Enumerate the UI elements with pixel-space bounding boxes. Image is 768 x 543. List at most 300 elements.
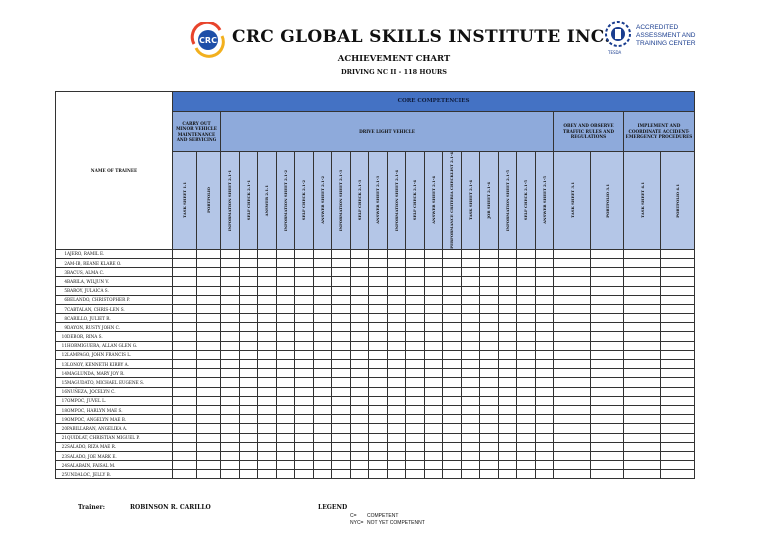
- score-cell[interactable]: [624, 405, 661, 414]
- score-cell[interactable]: [624, 332, 661, 341]
- score-cell[interactable]: [461, 277, 480, 286]
- score-cell[interactable]: [221, 258, 240, 267]
- score-cell[interactable]: [498, 378, 517, 387]
- score-cell[interactable]: [461, 378, 480, 387]
- score-cell[interactable]: [424, 442, 443, 451]
- score-cell[interactable]: [591, 415, 624, 424]
- score-cell[interactable]: [661, 415, 695, 424]
- score-cell[interactable]: [332, 470, 351, 479]
- score-cell[interactable]: [173, 268, 197, 277]
- score-cell[interactable]: [498, 323, 517, 332]
- score-cell[interactable]: [313, 277, 332, 286]
- score-cell[interactable]: [535, 387, 554, 396]
- score-cell[interactable]: [554, 341, 591, 350]
- score-cell[interactable]: [661, 295, 695, 304]
- score-cell[interactable]: [424, 378, 443, 387]
- score-cell[interactable]: [661, 268, 695, 277]
- score-cell[interactable]: [258, 350, 277, 359]
- score-cell[interactable]: [239, 405, 258, 414]
- score-cell[interactable]: [197, 332, 221, 341]
- score-cell[interactable]: [554, 304, 591, 313]
- score-cell[interactable]: [424, 433, 443, 442]
- score-cell[interactable]: [332, 424, 351, 433]
- score-cell[interactable]: [461, 369, 480, 378]
- score-cell[interactable]: [517, 268, 536, 277]
- score-cell[interactable]: [517, 424, 536, 433]
- score-cell[interactable]: [276, 369, 295, 378]
- score-cell[interactable]: [295, 451, 314, 460]
- score-cell[interactable]: [350, 332, 369, 341]
- score-cell[interactable]: [258, 378, 277, 387]
- score-cell[interactable]: [387, 304, 406, 313]
- score-cell[interactable]: [517, 405, 536, 414]
- score-cell[interactable]: [350, 268, 369, 277]
- score-cell[interactable]: [661, 304, 695, 313]
- score-cell[interactable]: [424, 314, 443, 323]
- score-cell[interactable]: [276, 451, 295, 460]
- score-cell[interactable]: [350, 341, 369, 350]
- score-cell[interactable]: [197, 258, 221, 267]
- score-cell[interactable]: [661, 350, 695, 359]
- score-cell[interactable]: [443, 433, 462, 442]
- score-cell[interactable]: [591, 387, 624, 396]
- score-cell[interactable]: [350, 360, 369, 369]
- score-cell[interactable]: [461, 268, 480, 277]
- score-cell[interactable]: [258, 369, 277, 378]
- score-cell[interactable]: [239, 332, 258, 341]
- score-cell[interactable]: [239, 341, 258, 350]
- score-cell[interactable]: [239, 277, 258, 286]
- score-cell[interactable]: [461, 286, 480, 295]
- score-cell[interactable]: [221, 424, 240, 433]
- score-cell[interactable]: [258, 451, 277, 460]
- score-cell[interactable]: [295, 350, 314, 359]
- score-cell[interactable]: [221, 461, 240, 470]
- score-cell[interactable]: [173, 387, 197, 396]
- score-cell[interactable]: [313, 451, 332, 460]
- score-cell[interactable]: [517, 286, 536, 295]
- score-cell[interactable]: [239, 350, 258, 359]
- score-cell[interactable]: [498, 396, 517, 405]
- score-cell[interactable]: [276, 461, 295, 470]
- score-cell[interactable]: [535, 369, 554, 378]
- score-cell[interactable]: [461, 360, 480, 369]
- score-cell[interactable]: [173, 424, 197, 433]
- score-cell[interactable]: [313, 286, 332, 295]
- score-cell[interactable]: [239, 268, 258, 277]
- score-cell[interactable]: [387, 387, 406, 396]
- score-cell[interactable]: [406, 286, 425, 295]
- score-cell[interactable]: [554, 405, 591, 414]
- score-cell[interactable]: [661, 396, 695, 405]
- score-cell[interactable]: [554, 461, 591, 470]
- score-cell[interactable]: [461, 387, 480, 396]
- score-cell[interactable]: [554, 396, 591, 405]
- score-cell[interactable]: [295, 332, 314, 341]
- trainee-name-cell[interactable]: [56, 332, 173, 341]
- score-cell[interactable]: [258, 268, 277, 277]
- score-cell[interactable]: [498, 424, 517, 433]
- score-cell[interactable]: [221, 304, 240, 313]
- score-cell[interactable]: [554, 415, 591, 424]
- score-cell[interactable]: [350, 323, 369, 332]
- score-cell[interactable]: [554, 424, 591, 433]
- score-cell[interactable]: [480, 323, 499, 332]
- score-cell[interactable]: [350, 350, 369, 359]
- score-cell[interactable]: [173, 314, 197, 323]
- score-cell[interactable]: [387, 332, 406, 341]
- score-cell[interactable]: [461, 249, 480, 258]
- score-cell[interactable]: [387, 378, 406, 387]
- score-cell[interactable]: [369, 378, 388, 387]
- score-cell[interactable]: [517, 451, 536, 460]
- score-cell[interactable]: [406, 341, 425, 350]
- score-cell[interactable]: [406, 295, 425, 304]
- trainee-name-cell[interactable]: [56, 433, 173, 442]
- score-cell[interactable]: [591, 405, 624, 414]
- score-cell[interactable]: [258, 249, 277, 258]
- score-cell[interactable]: [295, 369, 314, 378]
- score-cell[interactable]: [221, 451, 240, 460]
- score-cell[interactable]: [554, 350, 591, 359]
- score-cell[interactable]: [517, 295, 536, 304]
- score-cell[interactable]: [517, 470, 536, 479]
- score-cell[interactable]: [369, 387, 388, 396]
- score-cell[interactable]: [197, 387, 221, 396]
- score-cell[interactable]: [369, 451, 388, 460]
- score-cell[interactable]: [295, 415, 314, 424]
- score-cell[interactable]: [443, 304, 462, 313]
- score-cell[interactable]: [624, 433, 661, 442]
- score-cell[interactable]: [624, 249, 661, 258]
- trainee-name-cell[interactable]: [56, 314, 173, 323]
- score-cell[interactable]: [591, 442, 624, 451]
- score-cell[interactable]: [387, 415, 406, 424]
- score-cell[interactable]: [197, 405, 221, 414]
- score-cell[interactable]: [424, 304, 443, 313]
- score-cell[interactable]: [197, 470, 221, 479]
- score-cell[interactable]: [332, 387, 351, 396]
- score-cell[interactable]: [276, 268, 295, 277]
- score-cell[interactable]: [443, 341, 462, 350]
- score-cell[interactable]: [221, 249, 240, 258]
- score-cell[interactable]: [406, 405, 425, 414]
- score-cell[interactable]: [313, 396, 332, 405]
- score-cell[interactable]: [624, 323, 661, 332]
- score-cell[interactable]: [295, 378, 314, 387]
- score-cell[interactable]: [332, 350, 351, 359]
- trainee-name-cell[interactable]: [56, 295, 173, 304]
- score-cell[interactable]: [461, 405, 480, 414]
- score-cell[interactable]: [313, 442, 332, 451]
- trainee-name-cell[interactable]: [56, 442, 173, 451]
- score-cell[interactable]: [221, 387, 240, 396]
- score-cell[interactable]: [591, 286, 624, 295]
- score-cell[interactable]: [239, 387, 258, 396]
- score-cell[interactable]: [443, 268, 462, 277]
- score-cell[interactable]: [258, 304, 277, 313]
- score-cell[interactable]: [173, 332, 197, 341]
- score-cell[interactable]: [498, 295, 517, 304]
- score-cell[interactable]: [535, 405, 554, 414]
- score-cell[interactable]: [443, 387, 462, 396]
- score-cell[interactable]: [387, 461, 406, 470]
- score-cell[interactable]: [197, 350, 221, 359]
- score-cell[interactable]: [350, 314, 369, 323]
- score-cell[interactable]: [535, 433, 554, 442]
- score-cell[interactable]: [406, 277, 425, 286]
- score-cell[interactable]: [295, 277, 314, 286]
- score-cell[interactable]: [517, 387, 536, 396]
- score-cell[interactable]: [387, 277, 406, 286]
- score-cell[interactable]: [258, 415, 277, 424]
- trainee-name-cell[interactable]: [56, 350, 173, 359]
- score-cell[interactable]: [661, 433, 695, 442]
- score-cell[interactable]: [624, 314, 661, 323]
- score-cell[interactable]: [624, 424, 661, 433]
- score-cell[interactable]: [624, 350, 661, 359]
- score-cell[interactable]: [443, 295, 462, 304]
- score-cell[interactable]: [591, 268, 624, 277]
- score-cell[interactable]: [498, 314, 517, 323]
- score-cell[interactable]: [591, 295, 624, 304]
- score-cell[interactable]: [406, 360, 425, 369]
- score-cell[interactable]: [661, 323, 695, 332]
- score-cell[interactable]: [350, 295, 369, 304]
- score-cell[interactable]: [221, 277, 240, 286]
- score-cell[interactable]: [239, 304, 258, 313]
- score-cell[interactable]: [221, 405, 240, 414]
- score-cell[interactable]: [498, 387, 517, 396]
- score-cell[interactable]: [197, 424, 221, 433]
- score-cell[interactable]: [276, 258, 295, 267]
- score-cell[interactable]: [369, 249, 388, 258]
- score-cell[interactable]: [480, 360, 499, 369]
- score-cell[interactable]: [591, 323, 624, 332]
- score-cell[interactable]: [173, 249, 197, 258]
- score-cell[interactable]: [350, 451, 369, 460]
- score-cell[interactable]: [424, 396, 443, 405]
- score-cell[interactable]: [295, 442, 314, 451]
- score-cell[interactable]: [197, 360, 221, 369]
- score-cell[interactable]: [554, 378, 591, 387]
- score-cell[interactable]: [591, 424, 624, 433]
- score-cell[interactable]: [295, 360, 314, 369]
- score-cell[interactable]: [554, 249, 591, 258]
- score-cell[interactable]: [276, 396, 295, 405]
- score-cell[interactable]: [498, 405, 517, 414]
- score-cell[interactable]: [498, 304, 517, 313]
- score-cell[interactable]: [554, 268, 591, 277]
- score-cell[interactable]: [295, 405, 314, 414]
- score-cell[interactable]: [239, 451, 258, 460]
- score-cell[interactable]: [387, 314, 406, 323]
- trainee-name-cell[interactable]: [56, 369, 173, 378]
- score-cell[interactable]: [406, 268, 425, 277]
- trainee-name-cell[interactable]: [56, 268, 173, 277]
- score-cell[interactable]: [197, 249, 221, 258]
- score-cell[interactable]: [480, 258, 499, 267]
- score-cell[interactable]: [258, 470, 277, 479]
- score-cell[interactable]: [276, 277, 295, 286]
- score-cell[interactable]: [221, 350, 240, 359]
- score-cell[interactable]: [406, 369, 425, 378]
- score-cell[interactable]: [258, 442, 277, 451]
- score-cell[interactable]: [332, 341, 351, 350]
- score-cell[interactable]: [295, 424, 314, 433]
- score-cell[interactable]: [197, 304, 221, 313]
- score-cell[interactable]: [661, 360, 695, 369]
- score-cell[interactable]: [313, 332, 332, 341]
- score-cell[interactable]: [369, 461, 388, 470]
- score-cell[interactable]: [591, 470, 624, 479]
- score-cell[interactable]: [443, 286, 462, 295]
- score-cell[interactable]: [406, 314, 425, 323]
- trainee-name-cell[interactable]: [56, 249, 173, 258]
- score-cell[interactable]: [221, 360, 240, 369]
- score-cell[interactable]: [661, 286, 695, 295]
- score-cell[interactable]: [276, 387, 295, 396]
- score-cell[interactable]: [350, 304, 369, 313]
- score-cell[interactable]: [332, 314, 351, 323]
- score-cell[interactable]: [239, 442, 258, 451]
- score-cell[interactable]: [517, 323, 536, 332]
- score-cell[interactable]: [480, 369, 499, 378]
- score-cell[interactable]: [461, 314, 480, 323]
- score-cell[interactable]: [424, 424, 443, 433]
- score-cell[interactable]: [239, 249, 258, 258]
- score-cell[interactable]: [406, 433, 425, 442]
- score-cell[interactable]: [535, 323, 554, 332]
- score-cell[interactable]: [624, 387, 661, 396]
- score-cell[interactable]: [173, 304, 197, 313]
- score-cell[interactable]: [480, 286, 499, 295]
- score-cell[interactable]: [239, 360, 258, 369]
- score-cell[interactable]: [276, 470, 295, 479]
- score-cell[interactable]: [332, 286, 351, 295]
- score-cell[interactable]: [624, 277, 661, 286]
- score-cell[interactable]: [197, 433, 221, 442]
- score-cell[interactable]: [498, 369, 517, 378]
- score-cell[interactable]: [406, 396, 425, 405]
- score-cell[interactable]: [239, 433, 258, 442]
- trainee-name-cell[interactable]: [56, 461, 173, 470]
- score-cell[interactable]: [276, 332, 295, 341]
- score-cell[interactable]: [387, 323, 406, 332]
- score-cell[interactable]: [313, 350, 332, 359]
- score-cell[interactable]: [591, 304, 624, 313]
- score-cell[interactable]: [332, 332, 351, 341]
- score-cell[interactable]: [197, 369, 221, 378]
- score-cell[interactable]: [424, 461, 443, 470]
- score-cell[interactable]: [406, 470, 425, 479]
- score-cell[interactable]: [350, 405, 369, 414]
- score-cell[interactable]: [443, 332, 462, 341]
- score-cell[interactable]: [295, 396, 314, 405]
- score-cell[interactable]: [624, 470, 661, 479]
- score-cell[interactable]: [332, 415, 351, 424]
- score-cell[interactable]: [406, 249, 425, 258]
- score-cell[interactable]: [295, 304, 314, 313]
- trainee-name-cell[interactable]: [56, 286, 173, 295]
- score-cell[interactable]: [535, 314, 554, 323]
- score-cell[interactable]: [480, 341, 499, 350]
- score-cell[interactable]: [350, 424, 369, 433]
- score-cell[interactable]: [624, 461, 661, 470]
- score-cell[interactable]: [624, 442, 661, 451]
- score-cell[interactable]: [258, 387, 277, 396]
- score-cell[interactable]: [239, 314, 258, 323]
- score-cell[interactable]: [661, 369, 695, 378]
- score-cell[interactable]: [313, 295, 332, 304]
- score-cell[interactable]: [406, 332, 425, 341]
- score-cell[interactable]: [313, 470, 332, 479]
- score-cell[interactable]: [517, 461, 536, 470]
- score-cell[interactable]: [498, 277, 517, 286]
- score-cell[interactable]: [443, 369, 462, 378]
- score-cell[interactable]: [480, 314, 499, 323]
- score-cell[interactable]: [258, 323, 277, 332]
- score-cell[interactable]: [332, 451, 351, 460]
- score-cell[interactable]: [406, 350, 425, 359]
- score-cell[interactable]: [554, 258, 591, 267]
- score-cell[interactable]: [535, 424, 554, 433]
- score-cell[interactable]: [369, 350, 388, 359]
- score-cell[interactable]: [313, 304, 332, 313]
- score-cell[interactable]: [313, 249, 332, 258]
- score-cell[interactable]: [498, 360, 517, 369]
- score-cell[interactable]: [624, 451, 661, 460]
- score-cell[interactable]: [461, 304, 480, 313]
- score-cell[interactable]: [624, 258, 661, 267]
- score-cell[interactable]: [591, 258, 624, 267]
- score-cell[interactable]: [591, 433, 624, 442]
- score-cell[interactable]: [480, 304, 499, 313]
- score-cell[interactable]: [221, 415, 240, 424]
- trainee-name-cell[interactable]: [56, 424, 173, 433]
- score-cell[interactable]: [276, 314, 295, 323]
- score-cell[interactable]: [624, 378, 661, 387]
- score-cell[interactable]: [173, 350, 197, 359]
- score-cell[interactable]: [498, 461, 517, 470]
- score-cell[interactable]: [350, 277, 369, 286]
- score-cell[interactable]: [313, 387, 332, 396]
- score-cell[interactable]: [350, 378, 369, 387]
- score-cell[interactable]: [443, 461, 462, 470]
- score-cell[interactable]: [443, 470, 462, 479]
- score-cell[interactable]: [535, 249, 554, 258]
- score-cell[interactable]: [443, 378, 462, 387]
- score-cell[interactable]: [554, 323, 591, 332]
- score-cell[interactable]: [276, 424, 295, 433]
- score-cell[interactable]: [387, 295, 406, 304]
- score-cell[interactable]: [173, 360, 197, 369]
- score-cell[interactable]: [424, 405, 443, 414]
- score-cell[interactable]: [197, 295, 221, 304]
- score-cell[interactable]: [406, 451, 425, 460]
- score-cell[interactable]: [258, 433, 277, 442]
- score-cell[interactable]: [461, 470, 480, 479]
- score-cell[interactable]: [406, 424, 425, 433]
- score-cell[interactable]: [239, 470, 258, 479]
- score-cell[interactable]: [369, 360, 388, 369]
- score-cell[interactable]: [173, 415, 197, 424]
- score-cell[interactable]: [424, 470, 443, 479]
- score-cell[interactable]: [535, 295, 554, 304]
- score-cell[interactable]: [258, 341, 277, 350]
- score-cell[interactable]: [350, 415, 369, 424]
- score-cell[interactable]: [369, 405, 388, 414]
